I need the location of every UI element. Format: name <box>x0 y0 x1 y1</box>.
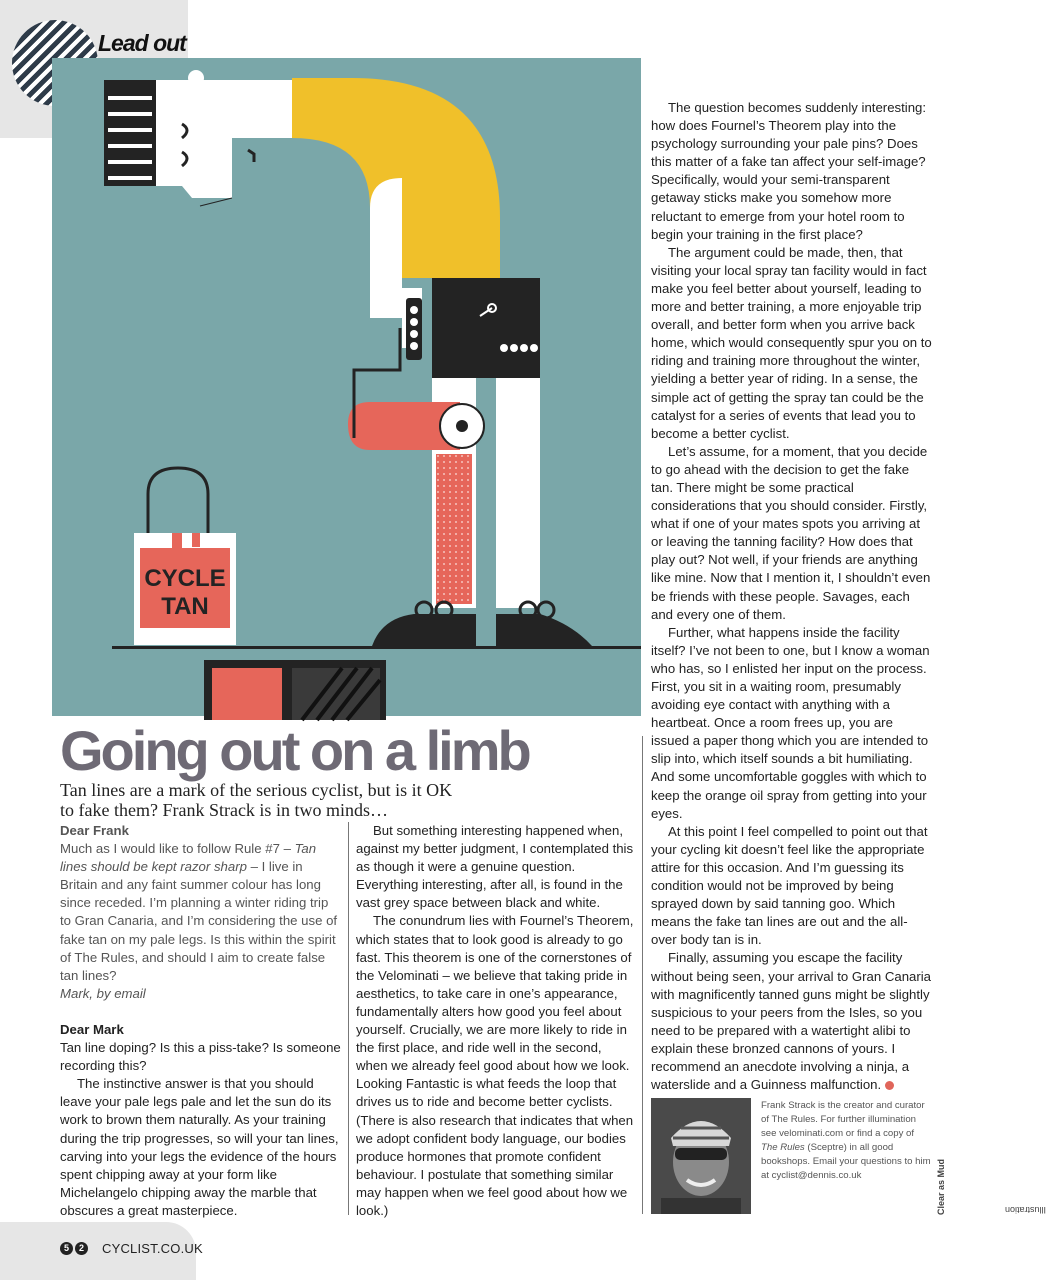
page-number-digit: 5 <box>60 1242 73 1255</box>
section-lead-label: Lead out <box>98 30 186 56</box>
page-title: Going out on a limb <box>60 719 529 782</box>
credit-artist: Clear as Mud <box>936 1158 946 1215</box>
illustration-credit <box>936 1105 1046 1215</box>
book-title: The Rules <box>761 1142 805 1153</box>
letter-greeting: Dear Frank <box>60 823 129 838</box>
paragraph: Tan line doping? Is this a piss-take? Is someone recording this? <box>60 1040 341 1074</box>
page-number <box>60 1242 88 1255</box>
paragraph: The conundrum lies with Fournel’s Theorem, which states that to look good is already to go fast. This theorem is one of the cornerstones of the Velominati – we believe that taking pride in aesthetics, to take care in one’s appearance, fundamentally alters how good you feel about yourself. Crucially, we are more likely to ride in the first place, and ride well in the second, when we already feel good about how we look. Looking Fantastic is what feeds the loop that drives us to ride and become better cyclists. (There is also research that indicates that when we adopt confident body language, our bodies produce hormones that promote confident behaviour. I postulate that something similar may happen when we feel good about how we look.) <box>356 913 634 1218</box>
paragraph: But something interesting happened when, against my better judgment, I contemplated this as though it were a genuine question. Everything interesting, after all, is found in the vast grey space between black and white. <box>356 823 634 911</box>
bio-text: (Sceptre) in all good bookshops. Email your questions to him at cyclist@dennis.co.uk <box>761 1142 931 1181</box>
paragraph: The instinctive answer is that you should leave your pale legs pale and let the sun do its work to brown them naturally. As your training during the trip progresses, so will your tan lines, carving into your legs the evidence of the hours spent chipping away at your form like Michelangelo chipping away the marble that obscures a great masterpiece. <box>60 1076 339 1218</box>
paragraph: The argument could be made, then, that visiting your local spray tan facility would in fact make you feel better about yourself, leading to more and better training, a more enjoyable trip overall, and better form when you arrive back home, which would consequently spur you on to riding and training more throughout the winter, yielding a better year of riding. In a sense, the simple act of getting the spray tan could be the catalyst for a series of events that lead you to become a better cyclist. <box>651 244 932 441</box>
column-divider <box>348 822 349 1215</box>
illustration <box>52 58 641 716</box>
author-bio <box>761 1099 931 1183</box>
paragraph: At this point I feel compelled to point out that your cycling kit doesn’t feel like the appropriate attire for this occasion. And I’m guessing its condition would not be improved by being sprayed down by said tanning goo. Which means the fake tan lines are out and the all-over body tan is in. <box>651 823 928 948</box>
column-divider <box>642 736 643 1214</box>
letter-body <box>60 840 342 985</box>
paragraph <box>651 949 932 1094</box>
letter-body-text: – I live in Britain and any faint summer colour has long since receded. I’m planning a winter riding trip to Gran Canaria, and I’m considering the use of fake tan on my pale legs. Is this within the spirit of The Rules, and should I aim to create false tan lines? <box>60 859 338 983</box>
paragraph-text: Finally, assuming you escape the facility without being seen, your arrival to Gran Canaria with magnificently tanned guns might be slightly suspicious to your peers from the Isles, so you need to be prepared with a watertight alibi to explain these bronzed cannons of yours. I recommend an anecdote involving a ninja, a waterslide and a Guinness malfunction. <box>651 950 932 1093</box>
standfirst: Tan lines are a mark of the serious cyclist, but is it OK to fake them? Frank Strack is in two minds… <box>60 780 453 820</box>
paragraph: Further, what happens inside the facility itself? I’ve not been to one, but I know a woman who has, so I enlisted her input on the process. First, you sit in a waiting room, presumably avoiding eye contact with anything with a heartbeat. Once a room frees up, you are issued a paper thong which you are intended to slip into, which itself sounds a bit humiliating. And some uncomfortable goggles with which to keep the orange oil spray from getting into your eyes. <box>651 624 930 821</box>
credit-label: Illustration <box>1004 1205 1046 1215</box>
cyclist-bending-illustration <box>52 58 641 716</box>
column-2 <box>356 822 636 1220</box>
site-url: CYCLIST.CO.UK <box>102 1241 203 1256</box>
reply-greeting: Dear Mark <box>60 1021 124 1037</box>
paragraph: The question becomes suddenly interesting: how does Fournel’s Theorem play into the psychology surrounding your pale pins? Does this matter of a fake tan affect your self-image? Specifically, would your semi-transparent getaway sticks make you somehow more reluctant to emerge from your hotel room to begin your training in the first place? <box>651 100 927 242</box>
letter-body-text: Much as I would like to follow Rule #7 – <box>60 841 295 857</box>
can-label-line2: TAN <box>161 593 209 620</box>
page-number-digit: 2 <box>75 1242 88 1255</box>
letter-signoff: Mark, by email <box>60 985 146 1001</box>
column-1 <box>60 822 342 1220</box>
bio-text: Frank Strack is the creator and curator of The Rules. For further illumination see velominati.com or find a copy of <box>761 1100 925 1139</box>
can-label-line1: CYCLE <box>144 565 226 592</box>
column-3 <box>651 99 932 1094</box>
author-photo <box>651 1098 751 1214</box>
paragraph: Let’s assume, for a moment, that you decide to go ahead with the decision to get the fake tan. There might be some practical considerations that you should consider. Firstly, what if one of your mates spots you arriving at or leaving the tanning facility? How does that play out? Not well, if your friends are anything like mine. Now that I mention it, I shouldn’t even be friends with these people. Savages, each and every one of them. <box>651 443 931 622</box>
rule-quote: Tan lines should be kept razor sharp <box>60 841 317 875</box>
end-mark-icon <box>885 1081 894 1090</box>
